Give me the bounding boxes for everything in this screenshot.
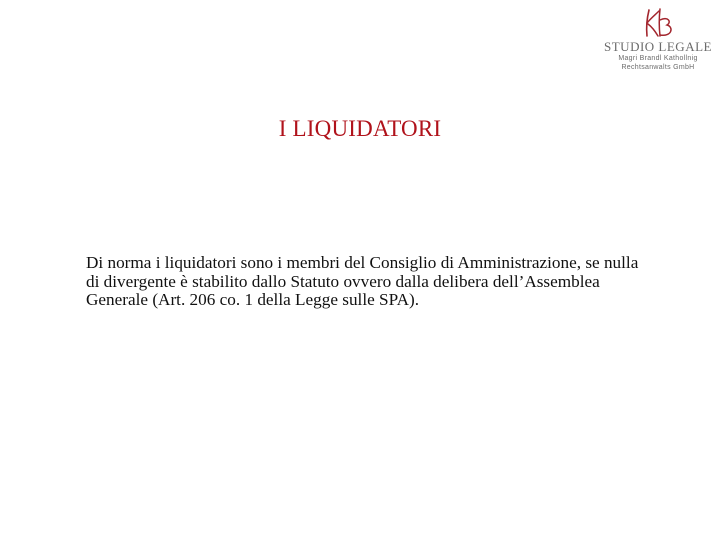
monogram-logo-icon xyxy=(638,6,678,40)
slide-body-text: Di norma i liquidatori sono i membri del Consiglio di Amministrazione, se nulla di divergente è stabilito dallo Statuto ovvero dalla delibera dell’Assemblea Generale (Art. 206 co. 1 della Legge sulle SPA). xyxy=(86,253,639,309)
slide-title: I LIQUIDATORI xyxy=(278,116,442,141)
law-firm-logo xyxy=(600,6,716,80)
logo-subtitle-line2: Rechtsanwalts GmbH xyxy=(621,64,695,71)
logo-subtitle-line1: Magri Brandl Kathollnig xyxy=(618,55,698,62)
logo-name: STUDIO LEGALE xyxy=(604,39,712,54)
